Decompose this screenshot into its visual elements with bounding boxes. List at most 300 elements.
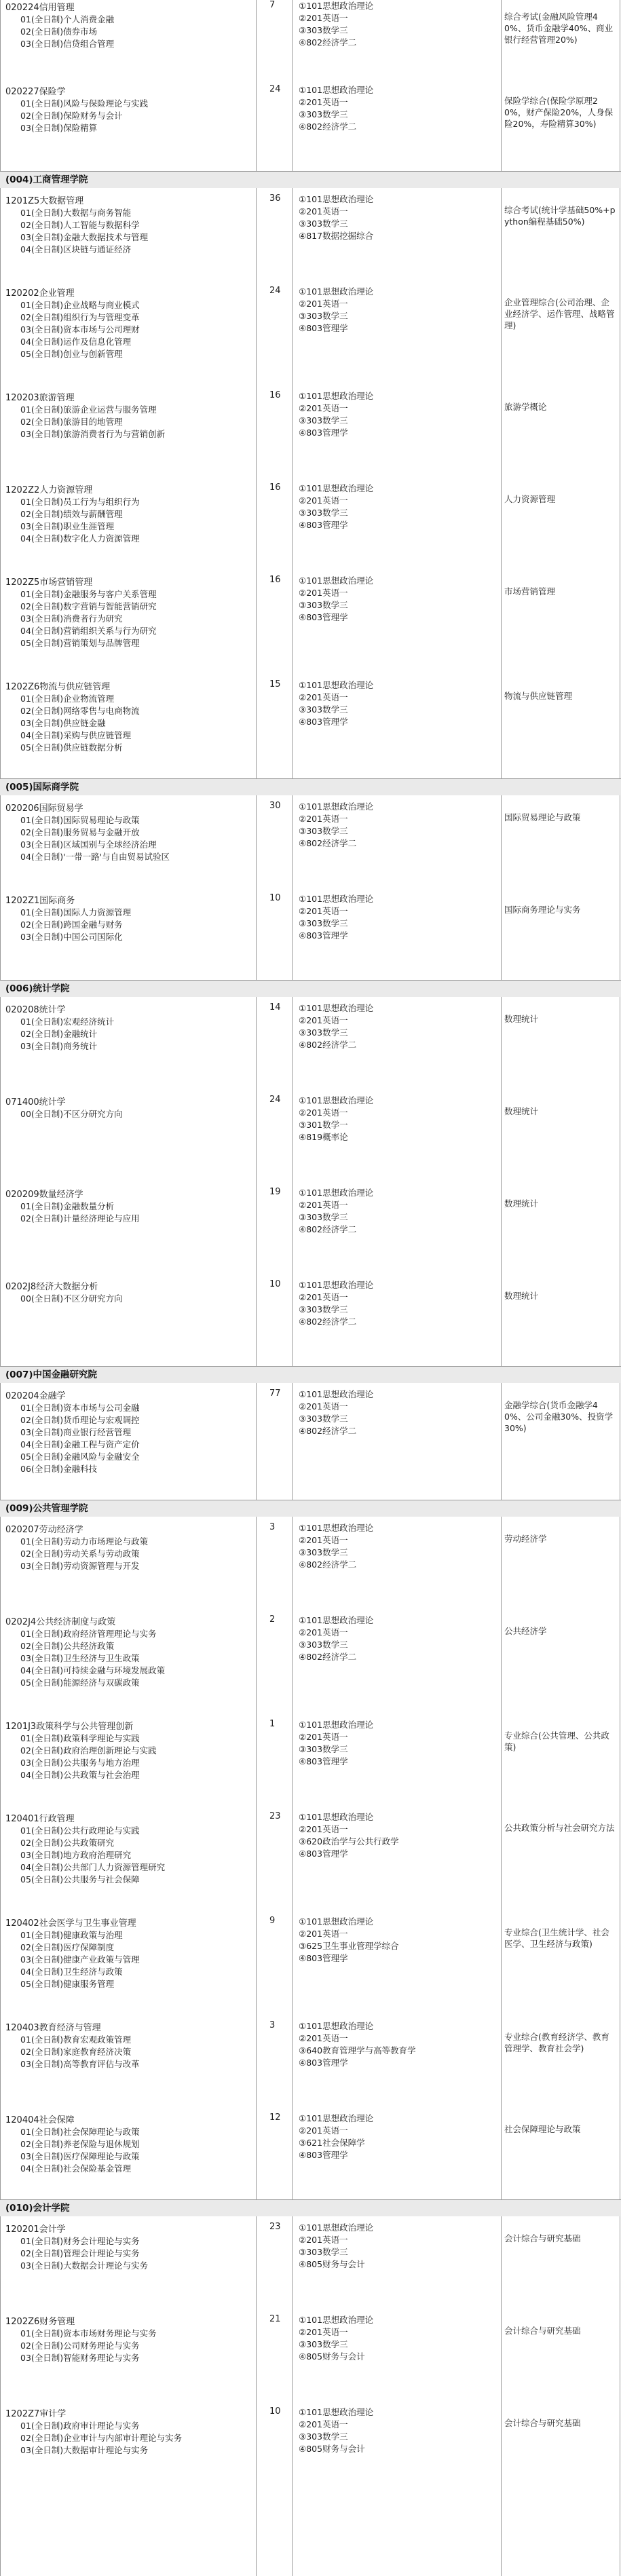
direction-item: 04(全日制)营销组织关系与行为研究 (20, 626, 157, 636)
direction-list (20, 2126, 140, 2175)
exam-subject: ②201英语一 (299, 206, 348, 216)
program-title: 1202Z2人力资源管理 (5, 485, 93, 495)
exam-subject: ②201英语一 (299, 2327, 348, 2337)
exam-subject: ②201英语一 (299, 1200, 348, 1210)
section-title: (006)统计学院 (0, 981, 621, 997)
direction-item: 01(全日制)政府经济管理理论与实务 (20, 1629, 157, 1639)
section (0, 980, 621, 1366)
program-quota: 3 (269, 2020, 276, 2030)
direction-item: 02(全日制)劳动关系与劳动政策 (20, 1549, 140, 1559)
program-row (0, 2401, 621, 2493)
program-row (0, 795, 621, 888)
program-title: 020204金融学 (5, 1391, 66, 1401)
exam-subject: ①101思想政治理论 (299, 2021, 374, 2031)
exam-subjects (299, 2314, 373, 2363)
section-title: (007)中国金融研究院 (0, 1367, 621, 1383)
exam-subjects (299, 2113, 373, 2161)
exam-subject: ①101思想政治理论 (299, 801, 374, 812)
program-quota: 2 (269, 1614, 276, 1625)
section (0, 778, 621, 980)
direction-list (20, 2235, 148, 2272)
exam-subject: ④803管理学 (299, 717, 348, 727)
section-title: (009)公共管理学院 (0, 1500, 621, 1517)
direction-item: 04(全日制)社会保险基金管理 (20, 2163, 132, 2174)
direction-list (20, 1628, 165, 1689)
direction-item: 04(全日制)可持续金融与环境发展政策 (20, 1665, 166, 1675)
direction-item: 06(全日制)金融科技 (20, 1464, 98, 1474)
exam-subject: ①101思想政治理论 (299, 1812, 374, 1822)
exam-subjects (299, 1279, 373, 1328)
direction-item: 02(全日制)家庭教育经济决策 (20, 2047, 132, 2057)
exam-subject: ③303数学三 (299, 25, 348, 35)
program-title: 1202Z6财务管理 (5, 2317, 75, 2327)
direction-item: 03(全日制)大数据审计理论与实务 (20, 2445, 149, 2455)
direction-item: 02(全日制)债券市场 (20, 26, 98, 37)
program-remark: 会计综合与研究基础 (504, 2326, 581, 2336)
direction-list (20, 1536, 148, 1572)
program-quota: 36 (269, 193, 281, 204)
exam-subjects (299, 1095, 373, 1143)
direction-list (20, 1293, 123, 1305)
exam-subject: ④802经济学二 (299, 121, 357, 132)
direction-item: 02(全日制)管理会计理论与实务 (20, 2248, 140, 2258)
exam-subject: ①101思想政治理论 (299, 2315, 374, 2325)
program-row (0, 2107, 621, 2199)
exam-subject: ②201英语一 (299, 2235, 348, 2245)
direction-item: 02(全日制)跨国金融与财务 (20, 920, 123, 930)
exam-subject: ③625卫生事业管理学综合 (299, 1941, 399, 1951)
direction-item: 02(全日制)组织行为与管理变革 (20, 312, 140, 322)
exam-subject: ③303数学三 (299, 2247, 348, 2257)
direction-item: 03(全日制)医疗保障理论与政策 (20, 2151, 140, 2161)
exam-subject: ②201英语一 (299, 1535, 348, 1545)
exam-subjects (299, 1522, 373, 1571)
direction-list (20, 1402, 140, 1475)
exam-subject: ③303数学三 (299, 826, 348, 836)
direction-item: 03(全日制)商业银行经营管理 (20, 1427, 132, 1437)
exam-subject: ②201英语一 (299, 1107, 348, 1118)
exam-subject: ③621社会保障学 (299, 2138, 365, 2148)
program-title: 0202J4公共经济制度与政策 (5, 1617, 116, 1627)
exam-subjects (299, 1916, 399, 1965)
direction-item: 01(全日制)资本市场与公司金融 (20, 1403, 140, 1413)
exam-subject: ①101思想政治理论 (299, 2222, 374, 2233)
section-title: (004)工商管理学院 (0, 172, 621, 188)
direction-list (20, 1200, 140, 1225)
direction-item: 04(全日制)卫生经济与政策 (20, 1967, 123, 1977)
program-quota: 21 (269, 2314, 281, 2324)
exam-subject: ①101思想政治理论 (299, 1389, 374, 1399)
program-quota: 12 (269, 2113, 281, 2123)
exam-subjects (299, 679, 373, 728)
direction-item: 05(全日制)健康服务管理 (20, 1979, 115, 1989)
program-quota: 1 (269, 1719, 276, 1729)
program-row (0, 2309, 621, 2401)
exam-subjects (299, 84, 373, 133)
exam-subject: ④803管理学 (299, 612, 348, 622)
program-remark: 物流与供应链管理 (504, 691, 573, 701)
direction-item: 00(全日制)不区分研究方向 (20, 1293, 123, 1304)
exam-subject: ②201英语一 (299, 97, 348, 107)
direction-item: 03(全日制)劳动资源管理与开发 (20, 1561, 140, 1571)
exam-subject: ③303数学三 (299, 2431, 348, 2442)
exam-subject: ④803管理学 (299, 2150, 348, 2160)
direction-list (20, 814, 170, 863)
exam-subject: ④803管理学 (299, 323, 348, 333)
program-remark: 社会保障理论与政策 (504, 2124, 581, 2134)
exam-subject: ④803管理学 (299, 1953, 348, 1963)
exam-subject: ①101思想政治理论 (299, 483, 374, 493)
direction-item: 05(全日制)供应链数据分析 (20, 742, 123, 753)
exam-subject: ③303数学三 (299, 1547, 348, 1557)
exam-subject: ①101思想政治理论 (299, 1188, 374, 1198)
direction-list (20, 1825, 165, 1886)
direction-list (20, 907, 131, 943)
program-title: 1202Z5市场营销管理 (5, 577, 93, 588)
program-title: 1201Z5大数据管理 (5, 196, 84, 206)
direction-item: 01(全日制)教育宏观政策管理 (20, 2034, 132, 2045)
direction-list (20, 2328, 157, 2364)
program-quota: 23 (269, 2222, 281, 2232)
exam-subject: ④802经济学二 (299, 1426, 357, 1436)
direction-item: 01(全日制)企业战略与商业模式 (20, 300, 140, 310)
direction-item: 01(全日制)劳动力市场理论与政策 (20, 1536, 149, 1547)
program-row (0, 1274, 621, 1366)
exam-subject: ④802经济学二 (299, 1559, 357, 1570)
program-remark: 数理统计 (504, 1291, 539, 1301)
direction-item: 02(全日制)服务贸易与金融开放 (20, 827, 140, 837)
direction-item: 01(全日制)企业物流管理 (20, 694, 115, 704)
direction-item: 02(全日制)公共政策研究 (20, 1838, 115, 1848)
direction-item: 02(全日制)公共经济政策 (20, 1641, 115, 1651)
program-quota: 23 (269, 1811, 281, 1821)
program-title: 120201会计学 (5, 2224, 66, 2235)
program-quota: 9 (269, 1916, 276, 1926)
direction-item: 02(全日制)保险财务与会计 (20, 111, 123, 121)
exam-subject: ②201英语一 (299, 1401, 348, 1412)
exam-subject: ③303数学三 (299, 600, 348, 610)
program-quota: 10 (269, 2406, 281, 2417)
direction-item: 01(全日制)国际贸易理论与政策 (20, 815, 140, 825)
exam-subject: ①101思想政治理论 (299, 1523, 374, 1533)
program-quota: 16 (269, 390, 281, 400)
program-row (0, 79, 621, 171)
exam-subject: ②201英语一 (299, 1929, 348, 1939)
exam-subject: ③620政治学与公共行政学 (299, 1836, 399, 1846)
exam-subject: ③303数学三 (299, 109, 348, 119)
exam-subject: ③303数学三 (299, 1414, 348, 1424)
direction-item: 01(全日制)公共行政理论与实践 (20, 1825, 140, 1836)
exam-subject: ④817数据挖掘综合 (299, 231, 374, 241)
direction-item: 03(全日制)健康产业政策与管理 (20, 1954, 140, 1965)
program-row (0, 1517, 621, 1609)
exam-subject: ②201英语一 (299, 2033, 348, 2043)
program-title: 020227保险学 (5, 87, 66, 97)
direction-item: 04(全日制)采购与供应链管理 (20, 730, 132, 740)
direction-list (20, 496, 140, 545)
exam-subjects (299, 801, 373, 850)
exam-subject: ②201英语一 (299, 13, 348, 23)
direction-list (20, 693, 140, 754)
direction-item: 01(全日制)大数据与商务智能 (20, 208, 132, 218)
program-quota: 30 (269, 801, 281, 811)
program-row (0, 1609, 621, 1713)
direction-item: 01(全日制)风险与保险理论与实践 (20, 98, 149, 109)
program-remark: 国际贸易理论与政策 (504, 812, 581, 822)
program-remark: 劳动经济学 (504, 1534, 547, 1544)
exam-subject: ④802经济学二 (299, 37, 357, 48)
program-title: 020206国际贸易学 (5, 803, 83, 814)
direction-list (20, 1732, 157, 1781)
exam-subject: ①101思想政治理论 (299, 894, 374, 904)
exam-subject: ①101思想政治理论 (299, 194, 374, 204)
program-row (0, 674, 621, 778)
exam-subject: ②201英语一 (299, 495, 348, 506)
exam-subject: ④803管理学 (299, 930, 348, 941)
exam-subject: ②201英语一 (299, 2125, 348, 2136)
exam-subject: ③303数学三 (299, 1212, 348, 1222)
exam-subject: ①101思想政治理论 (299, 1615, 374, 1625)
exam-subject: ②201英语一 (299, 1015, 348, 1025)
direction-item: 03(全日制)消费者行为研究 (20, 613, 123, 624)
program-row (0, 477, 621, 569)
exam-subject: ④802经济学二 (299, 1040, 357, 1050)
exam-subjects (299, 0, 373, 49)
exam-subject: ①101思想政治理论 (299, 2113, 374, 2123)
exam-subject: ②201英语一 (299, 588, 348, 598)
program-remark: 会计综合与研究基础 (504, 2418, 581, 2428)
direction-item: 02(全日制)计量经济理论与应用 (20, 1213, 140, 1224)
exam-subject: ③301数学一 (299, 1120, 348, 1130)
direction-item: 03(全日制)供应链金融 (20, 718, 106, 728)
exam-subject: ②201英语一 (299, 906, 348, 916)
direction-item: 00(全日制)不区分研究方向 (20, 1109, 123, 1119)
program-title: 0202J8经济大数据分析 (5, 1282, 98, 1292)
direction-item: 02(全日制)绩效与薪酬管理 (20, 509, 123, 519)
direction-list (20, 299, 140, 360)
section (0, 0, 621, 171)
exam-subjects (299, 1187, 373, 1236)
exam-subject: ③303数学三 (299, 1744, 348, 1754)
direction-item: 03(全日制)区域国别与全球经济治理 (20, 839, 157, 850)
program-remark: 市场营销管理 (504, 586, 556, 596)
exam-subject: ①101思想政治理论 (299, 2407, 374, 2417)
exam-subject: ④802经济学二 (299, 1317, 357, 1327)
exam-subject: ④802经济学二 (299, 838, 357, 848)
program-remark: 综合考试(统计学基础50%+python编程基础50%) (504, 205, 616, 227)
exam-subjects (299, 1002, 373, 1051)
program-title: 1201J3政策科学与公共管理创新 (5, 1722, 134, 1732)
direction-item: 02(全日制)政府治理创新理论与实践 (20, 1745, 157, 1756)
direction-item: 05(全日制)公共服务与社会保障 (20, 1874, 140, 1884)
direction-list (20, 2034, 140, 2070)
direction-item: 01(全日制)金融服务与客户关系管理 (20, 589, 157, 599)
direction-item: 05(全日制)金融风险与金融安全 (20, 1452, 140, 1462)
program-quota: 24 (269, 84, 281, 94)
exam-subject: ③303数学三 (299, 1640, 348, 1650)
program-row (0, 888, 621, 980)
direction-item: 03(全日制)职业生涯管理 (20, 521, 115, 531)
direction-item: 02(全日制)数字营销与智能营销研究 (20, 601, 157, 611)
exam-subjects (299, 2222, 373, 2271)
direction-item: 03(全日制)公共服务与地方治理 (20, 1758, 140, 1768)
direction-item: 04(全日制)公共政策与社会治理 (20, 1770, 140, 1780)
exam-subject: ②201英语一 (299, 299, 348, 309)
exam-subject: ①101思想政治理论 (299, 85, 374, 95)
direction-item: 02(全日制)网络零售与电商物流 (20, 706, 140, 716)
program-title: 020207劳动经济学 (5, 1525, 83, 1535)
section (0, 2199, 621, 2493)
direction-item: 03(全日制)高等教育评估与改革 (20, 2059, 140, 2069)
exam-subjects (299, 286, 373, 335)
program-row (0, 1089, 621, 1181)
program-remark: 专业综合(卫生统计学、社会医学、卫生经济与政策) (504, 1927, 609, 1949)
program-remark: 专业综合(教育经济学、教育管理学、教育社会学) (504, 2032, 609, 2053)
exam-subjects (299, 2020, 416, 2069)
exam-subject: ①101思想政治理论 (299, 575, 374, 586)
program-remark: 数理统计 (504, 1106, 539, 1116)
exam-subject: ②201英语一 (299, 1292, 348, 1302)
section (0, 171, 621, 778)
direction-item: 03(全日制)旅游消费者行为与营销创新 (20, 429, 166, 439)
direction-item: 01(全日制)员工行为与组织行为 (20, 497, 140, 507)
direction-item: 01(全日制)社会保障理论与政策 (20, 2127, 140, 2137)
exam-subject: ④803管理学 (299, 1756, 348, 1766)
program-remark: 金融学综合(货币金融学40%、公司金融30%、投资学30%) (504, 1400, 614, 1433)
direction-item: 05(全日制)能源经济与双碳政策 (20, 1678, 140, 1688)
direction-item: 01(全日制)宏观经济统计 (20, 1017, 115, 1027)
program-title: 020208统计学 (5, 1005, 66, 1015)
direction-item: 04(全日制)金融工程与资产定价 (20, 1439, 140, 1450)
program-row (0, 2216, 621, 2309)
direction-item: 03(全日制)保险精算 (20, 123, 98, 133)
program-remark: 公共经济学 (504, 1626, 547, 1636)
exam-subjects (299, 1614, 373, 1663)
direction-item: 03(全日制)卫生经济与卫生政策 (20, 1653, 140, 1663)
direction-item: 01(全日制)政策科学理论与实践 (20, 1733, 140, 1743)
exam-subjects (299, 390, 373, 439)
exam-subject: ③303数学三 (299, 704, 348, 715)
exam-subjects (299, 482, 373, 531)
direction-list (20, 98, 148, 134)
program-remark: 企业管理综合(公司治理、企业经济学、运作管理、战略管理) (504, 297, 615, 330)
program-title: 1202Z7审计学 (5, 2409, 67, 2419)
exam-subject: ③303数学三 (299, 1027, 348, 1038)
exam-subject: ④805财务与会计 (299, 2444, 365, 2454)
direction-item: 05(全日制)创业与创新管理 (20, 349, 123, 359)
program-row (0, 2015, 621, 2107)
direction-list (20, 1016, 114, 1053)
direction-item: 01(全日制)资本市场财务理论与实务 (20, 2328, 157, 2338)
program-remark: 人力资源管理 (504, 494, 556, 504)
program-row (0, 1910, 621, 2015)
exam-subject: ③640教育管理学与高等教育学 (299, 2045, 416, 2056)
direction-item: 02(全日制)旅游目的地管理 (20, 417, 123, 427)
section (0, 1500, 621, 2199)
section-title: (005)国际商学院 (0, 779, 621, 795)
program-remark: 会计综合与研究基础 (504, 2233, 581, 2243)
direction-item: 04(全日制)公共部门人力资源管理研究 (20, 1862, 166, 1872)
program-quota: 3 (269, 1522, 276, 1532)
program-title: 120402社会医学与卫生事业管理 (5, 1918, 136, 1929)
exam-subject: ④803管理学 (299, 2058, 348, 2068)
direction-item: 02(全日制)养老保险与退休规划 (20, 2139, 140, 2149)
program-row (0, 188, 621, 280)
exam-subject: ①101思想政治理论 (299, 680, 374, 690)
direction-item: 05(全日制)营销策划与品牌管理 (20, 638, 140, 648)
section (0, 1366, 621, 1500)
direction-item: 03(全日制)地方政府治理研究 (20, 1850, 132, 1860)
exam-subject: ①101思想政治理论 (299, 1280, 374, 1290)
section-title: (010)会计学院 (0, 2200, 621, 2216)
direction-item: 02(全日制)企业审计与内部审计理论与实务 (20, 2433, 183, 2443)
exam-subjects (299, 2406, 373, 2455)
exam-subject: ②201英语一 (299, 1732, 348, 1742)
exam-subjects (299, 1719, 373, 1768)
program-title: 1202Z6物流与供应链管理 (5, 682, 111, 692)
program-title: 120404社会保障 (5, 2115, 75, 2125)
direction-item: 03(全日制)资本市场与公司理财 (20, 324, 140, 335)
exam-subject: ④803管理学 (299, 1849, 348, 1859)
exam-subject: ①101思想政治理论 (299, 1, 374, 11)
program-title: 071400统计学 (5, 1097, 66, 1107)
direction-item: 01(全日制)个人消费金融 (20, 14, 115, 24)
program-quota: 14 (269, 1002, 281, 1012)
program-quota: 77 (269, 1388, 281, 1399)
direction-item: 03(全日制)中国公司国际化 (20, 932, 123, 942)
direction-item: 01(全日制)金融数量分析 (20, 1201, 115, 1211)
exam-subject: ④805财务与会计 (299, 2259, 365, 2269)
exam-subject: ④802经济学二 (299, 1224, 357, 1234)
exam-subject: ③303数学三 (299, 508, 348, 518)
program-remark: 国际商务理论与实务 (504, 905, 581, 915)
exam-subject: ③303数学三 (299, 415, 348, 425)
program-title: 1202Z1国际商务 (5, 896, 75, 906)
exam-subject: ②201英语一 (299, 1824, 348, 1834)
exam-subject: ③303数学三 (299, 311, 348, 321)
exam-subject: ①101思想政治理论 (299, 1003, 374, 1013)
exam-subject: ③303数学三 (299, 2339, 348, 2349)
program-quota: 24 (269, 1095, 281, 1105)
exam-subjects (299, 893, 373, 942)
direction-item: 04(全日制)'一带一路'与自由贸易试验区 (20, 852, 170, 862)
program-quota: 10 (269, 893, 281, 903)
program-title: 020224信用管理 (5, 3, 75, 13)
direction-item: 01(全日制)政府审计理论与实务 (20, 2421, 140, 2431)
program-row (0, 1181, 621, 1274)
program-remark: 数理统计 (504, 1014, 539, 1024)
exam-subject: ②201英语一 (299, 403, 348, 413)
program-row (0, 1806, 621, 1910)
direction-list (20, 14, 114, 50)
program-quota: 24 (269, 286, 281, 296)
program-quota: 19 (269, 1187, 281, 1197)
exam-subject: ①101思想政治理论 (299, 286, 374, 297)
direction-list (20, 588, 157, 649)
direction-item: 03(全日制)智能财务理论与实务 (20, 2353, 140, 2363)
direction-item: 01(全日制)财务会计理论与实务 (20, 2236, 140, 2246)
exam-subjects (299, 1811, 399, 1860)
direction-item: 03(全日制)金融大数据技术与管理 (20, 232, 149, 242)
program-title: 120203旅游管理 (5, 393, 75, 403)
program-title: 120401行政管理 (5, 1814, 75, 1824)
exam-subject: ③303数学三 (299, 219, 348, 229)
exam-subjects (299, 1388, 373, 1437)
program-title: 120403教育经济与管理 (5, 2023, 101, 2033)
program-quota: 16 (269, 575, 281, 585)
exam-subject: ③303数学三 (299, 918, 348, 928)
program-remark: 综合考试(金融风险管理40%、货币金融学40%、商业银行经营管理20%) (504, 12, 614, 45)
